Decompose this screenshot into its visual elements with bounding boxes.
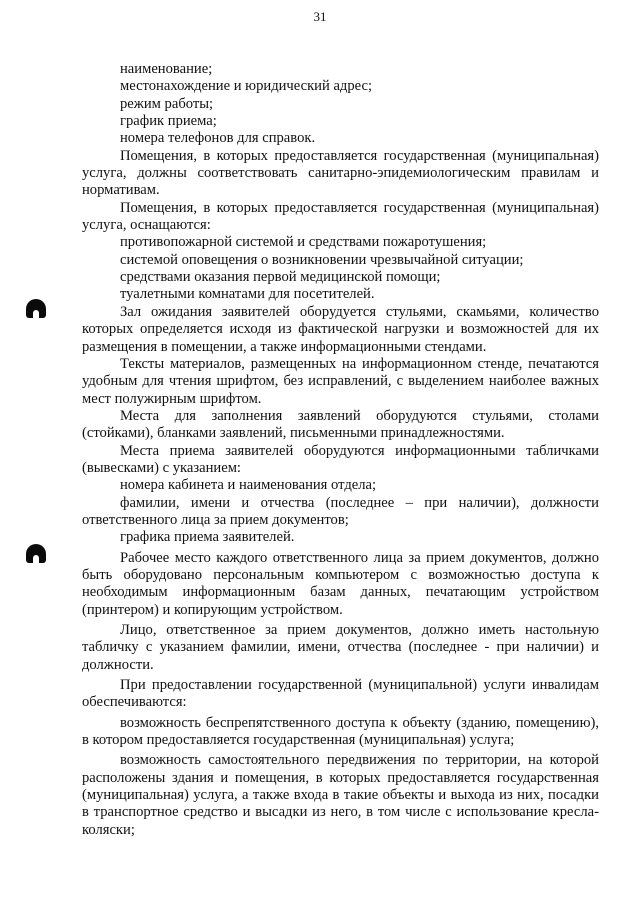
list-item: средствами оказания первой медицинской помощи; [120, 269, 441, 286]
paragraph: Помещения, в которых предоставляется государственная (муниципальная) услуга, должны соответствовать санитарно-эпидемиологическим правилам и нормативам. [82, 147, 599, 199]
paragraph: Лицо, ответственное за прием документов, должно иметь настольную табличку с указанием фамилии, имени, отчества (последнее - при наличии) и должности. [82, 622, 599, 673]
list-item: номера кабинета и наименования отдела; [120, 477, 377, 494]
list-item: возможность беспрепятственного доступа к объекту (зданию, помещению), в котором предоставляется государственная (муниципальная) услуга; [82, 714, 599, 749]
binder-hole-mark [26, 544, 46, 563]
document-body [82, 61, 599, 839]
list-item: график приема; [120, 113, 217, 130]
list-item: туалетными комнатами для посетителей. [120, 286, 375, 303]
list-item: возможность самостоятельного передвижения по территории, на которой расположены здания и помещения, в которых предоставляется государственная (муниципальная) услуга, а также входа в такие объекты и выхода из них, посадки в транспортное средство и высадки из него, в том числе с использование кресла-коляски; [82, 752, 599, 838]
list-item: наименование; [120, 61, 213, 77]
list-item: противопожарной системой и средствами пожаротушения; [120, 234, 487, 251]
list-item: графика приема заявителей. [120, 529, 295, 546]
list-item: местонахождение и юридический адрес; [120, 78, 373, 95]
binder-hole-mark [26, 299, 46, 318]
paragraph: Помещения, в которых предоставляется государственная (муниципальная) услуга, оснащаются: [82, 199, 599, 234]
list-item: системой оповещения о возникновении чрезвычайной ситуации; [120, 251, 524, 268]
paragraph: Рабочее место каждого ответственного лица за прием документов, должно быть оборудовано персональным компьютером с возможностью доступа к необходимым информационным базам данных, печатающим устройством (принтером) и копирующим устройством. [82, 549, 599, 618]
paragraph: Зал ожидания заявителей оборудуется стульями, скамьями, количество которых определяется исходя из фактической нагрузки и возможностей для их размещения в помещении, а также информационными стендами. [82, 303, 599, 355]
paragraph: Тексты материалов, размещенных на информационном стенде, печатаются удобным для чтения шрифтом, без исправлений, с выделением наиболее важных мест полужирным шрифтом. [82, 355, 599, 407]
list-item: фамилии, имени и отчества (последнее – при наличии), должности ответственного лица за прием документов; [82, 494, 599, 528]
page-number: 31 [313, 9, 327, 24]
list-item: режим работы; [120, 95, 214, 112]
paragraph: Места приема заявителей оборудуются информационными табличками (вывесками) с указанием: [82, 442, 599, 476]
list-item: номера телефонов для справок. [120, 130, 316, 147]
paragraph: При предоставлении государственной (муниципальной) услуги инвалидам обеспечиваются: [82, 677, 599, 711]
paragraph: Места для заполнения заявлений оборудуются стульями, столами (стойками), бланками заявлений, письменными принадлежностями. [82, 407, 599, 442]
